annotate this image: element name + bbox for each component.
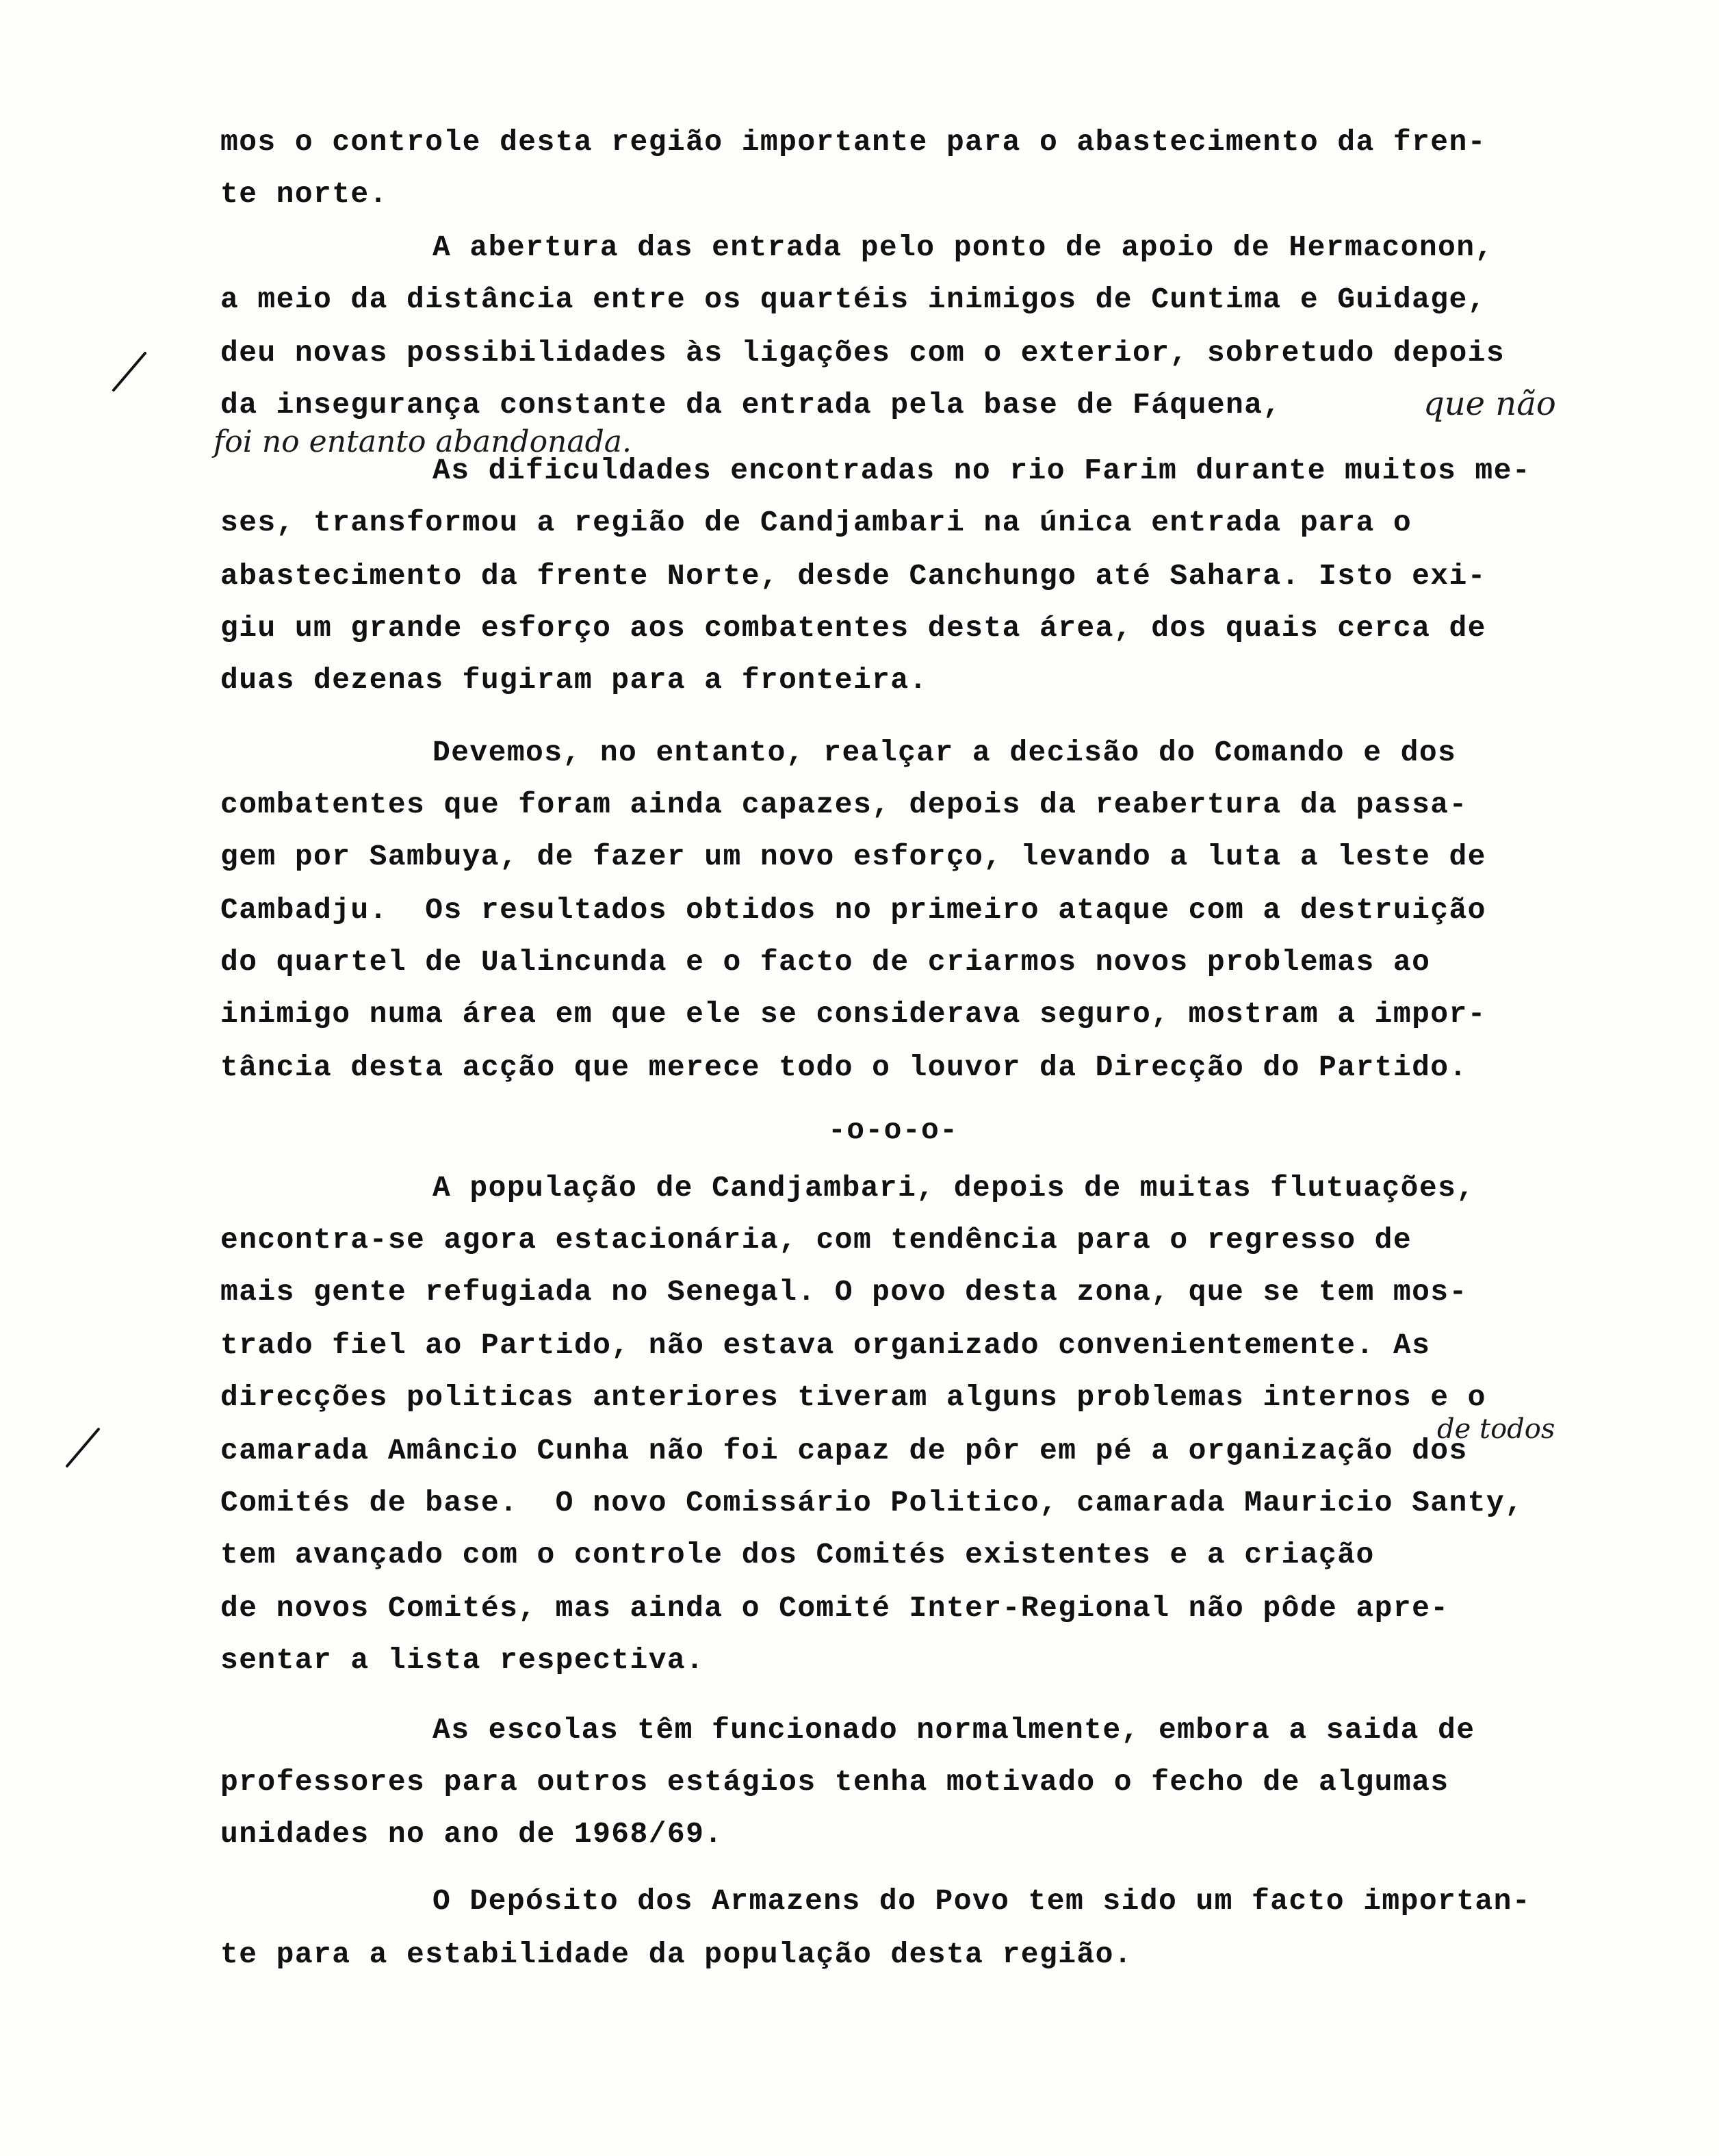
text-line: trado fiel ao Partido, não estava organizado convenientemente. As <box>220 1329 1431 1362</box>
text-line: te para a estabilidade da população desta região. <box>220 1938 1133 1971</box>
text-line: gem por Sambuya, de fazer um novo esforço, levando a luta a leste de <box>220 840 1486 873</box>
text-line: A abertura das entrada pelo ponto de apoio de Hermaconon, <box>432 231 1494 264</box>
text-line: deu novas possibilidades às ligações com o exterior, sobretudo depois <box>220 336 1505 370</box>
text-line: te norte. <box>220 177 388 211</box>
text-line: a meio da distância entre os quartéis inimigos de Cuntima e Guidage, <box>220 283 1486 316</box>
text-line: unidades no ano de 1968/69. <box>220 1817 723 1851</box>
text-line: da insegurança constante da entrada pela base de Fáquena, <box>220 388 1282 422</box>
text-line: O Depósito dos Armazens do Povo tem sido um facto importan- <box>432 1884 1531 1918</box>
handwritten-note: de todos <box>1437 1413 1555 1445</box>
text-line: inimigo numa área em que ele se considerava seguro, mostram a impor- <box>220 997 1486 1031</box>
handwritten-note: que não <box>1423 385 1556 423</box>
text-line: giu um grande esforço aos combatentes desta área, dos quais cerca de <box>220 611 1486 645</box>
text-line: encontra-se agora estacionária, com tendência para o regresso de <box>220 1223 1412 1257</box>
text-line: professores para outros estágios tenha motivado o fecho de algumas <box>220 1765 1449 1799</box>
text-line: abastecimento da frente Norte, desde Canchungo até Sahara. Isto exi- <box>220 559 1486 593</box>
text-line: Devemos, no entanto, realçar a decisão do Comando e dos <box>432 736 1457 769</box>
text-line: Cambadju. Os resultados obtidos no primeiro ataque com a destruição <box>220 893 1486 927</box>
text-line: A população de Candjambari, depois de muitas flutuações, <box>432 1171 1475 1205</box>
margin-check-mark <box>63 1424 104 1472</box>
text-line: sentar a lista respectiva. <box>220 1643 705 1677</box>
text-line: ses, transformou a região de Candjambari na única entrada para o <box>220 506 1412 539</box>
handwritten-note: foi no entanto abandonada. <box>214 424 632 459</box>
text-line: mais gente refugiada no Senegal. O povo desta zona, que se tem mos- <box>220 1275 1468 1309</box>
text-line: do quartel de Ualincunda e o facto de criarmos novos problemas ao <box>220 945 1431 979</box>
text-line: mos o controle desta região importante para o abastecimento da fren- <box>220 125 1486 159</box>
section-separator: -o-o-o- <box>828 1114 959 1147</box>
text-line: Comités de base. O novo Comissário Politico, camarada Mauricio Santy, <box>220 1486 1524 1519</box>
text-line: combatentes que foram ainda capazes, depois da reabertura da passa- <box>220 788 1468 821</box>
text-line: As dificuldades encontradas no rio Farim durante muitos me- <box>432 454 1531 487</box>
text-line: duas dezenas fugiram para a fronteira. <box>220 663 928 697</box>
text-line: camarada Amâncio Cunha não foi capaz de pôr em pé a organização dos <box>220 1434 1468 1467</box>
text-line: As escolas têm funcionado normalmente, embora a saida de <box>432 1713 1475 1747</box>
text-line: direcções politicas anteriores tiveram alguns problemas internos e o <box>220 1381 1486 1414</box>
text-line: tem avançado com o controle dos Comités existentes e a criação <box>220 1538 1375 1571</box>
text-line: tância desta acção que merece todo o louvor da Direcção do Partido. <box>220 1051 1468 1084</box>
margin-check-mark <box>109 348 151 396</box>
text-line: de novos Comités, mas ainda o Comité Inter-Regional não pôde apre- <box>220 1591 1449 1625</box>
